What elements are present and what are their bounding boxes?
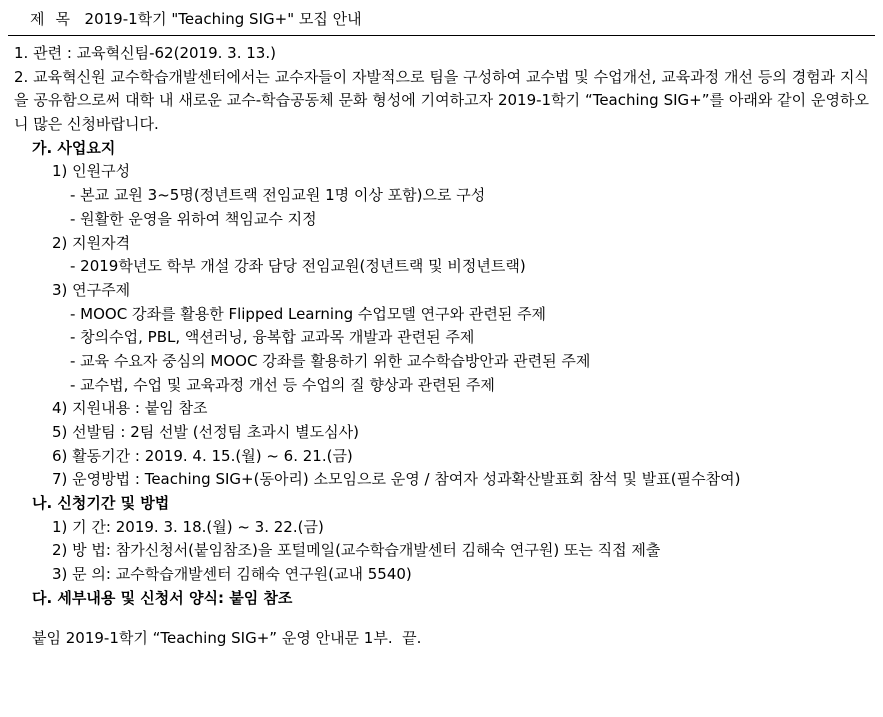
section-b-item-3: 3) 문 의: 교수학습개발센터 김해숙 연구원(교내 5540) <box>52 565 412 584</box>
section-b-item-2: 2) 방 법: 참가신청서(붙임참조)을 포털메일(교수학습개발센터 김해숙 연구원) 또는 직접 제출 <box>52 541 661 560</box>
section-a-item-3-sub-1: - MOOC 강좌를 활용한 Flipped Learning 수업모델 연구와 관련된 주제 <box>70 304 547 323</box>
title-label: 제 목 <box>30 10 71 28</box>
clause-purpose: 2. 교육혁신원 교수학습개발센터에서는 교수자들이 자발적으로 팀을 구성하여 교수법 및 수업개선, 교육과정 개선 등의 경험과 지식을 공유함으로써 대학 내 새로운 교수-학습공동체 문화 형성에 기여하고자 2019-1학기 “Teaching SIG+”를 아래와 같이 운영하오니 많은 신청바랍니다. <box>14 67 869 134</box>
section-b-item-1: 1) 기 간: 2019. 3. 18.(월) ~ 3. 22.(금) <box>52 517 324 536</box>
section-a-heading: 가. 사업요지 <box>32 138 116 157</box>
section-a-item-1-sub-1: - 본교 교원 3~5명(정년트랙 전임교원 1명 이상 포함)으로 구성 <box>70 186 486 205</box>
section-a-item-3: 3) 연구주제 <box>52 280 131 299</box>
section-a-item-4: 4) 지원내용 : 붙임 참조 <box>52 399 208 418</box>
section-b-heading: 나. 신청기간 및 방법 <box>32 494 170 513</box>
section-a-item-2-sub-1: - 2019학년도 학부 개설 강좌 담당 전임교원(정년트랙 및 비정년트랙) <box>70 257 526 276</box>
section-a-item-1: 1) 인원구성 <box>52 162 131 181</box>
section-a-item-2: 2) 지원자격 <box>52 233 131 252</box>
section-c-heading: 다. 세부내용 및 신청서 양식: 붙임 참조 <box>32 588 293 607</box>
document-body <box>0 36 883 650</box>
section-a-item-6: 6) 활동기간 : 2019. 4. 15.(월) ~ 6. 21.(금) <box>52 446 353 465</box>
section-a-item-3-sub-4: - 교수법, 수업 및 교육과정 개선 등 수업의 질 향상과 관련된 주제 <box>70 375 495 394</box>
page-title: 2019-1학기 "Teaching SIG+" 모집 안내 <box>84 10 362 28</box>
section-a-item-1-sub-2: - 원활한 운영을 위하여 책임교수 지정 <box>70 209 317 228</box>
clause-related: 1. 관련 : 교육혁신팀-62(2019. 3. 13.) <box>14 44 276 62</box>
section-a-item-3-sub-2: - 창의수업, PBL, 액션러닝, 융복합 교과목 개발과 관련된 주제 <box>70 328 475 347</box>
section-a-item-5: 5) 선발팀 : 2팀 선발 (선정팀 초과시 별도심사) <box>52 423 359 441</box>
document-title-row <box>0 0 883 33</box>
section-spacer <box>14 611 869 627</box>
section-a-item-7: 7) 운영방법 : Teaching SIG+(동아리) 소모임으로 운영 / 참여자 성과확산발표회 참석 및 발표(필수참여) <box>52 470 741 489</box>
attachment-note: 붙임 2019-1학기 “Teaching SIG+” 운영 안내문 1부. 끝. <box>32 628 422 647</box>
section-a-item-3-sub-3: - 교육 수요자 중심의 MOOC 강좌를 활용하기 위한 교수학습방안과 관련된 주제 <box>70 351 591 370</box>
